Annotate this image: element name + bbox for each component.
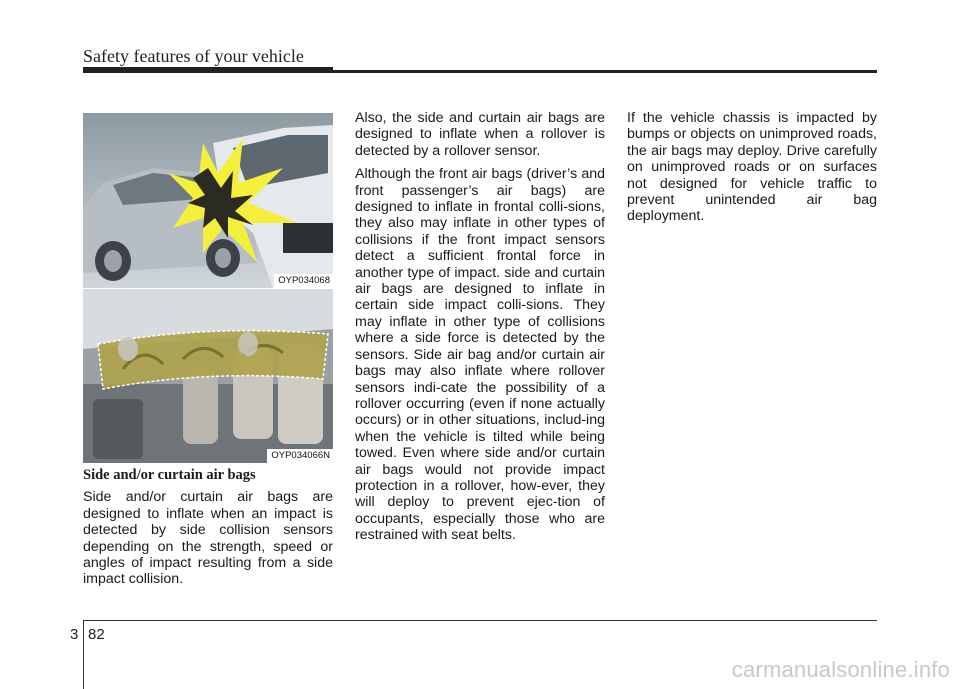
curtain-airbag-illustration: [83, 289, 333, 463]
footer-rule: [83, 620, 877, 621]
right-paragraph: If the vehicle chassis is impacted by bumps or objects on unimproved roads, the air bags may deploy. Drive carefully on unimproved roads or on surfaces not designed for vehicle traffic to prevent unintended air bag deployment.: [627, 110, 877, 225]
page-header-title: Safety features of your vehicle: [83, 46, 304, 66]
header-rule: [83, 70, 877, 73]
collision-illustration: [83, 113, 333, 288]
middle-column: [355, 110, 605, 551]
middle-paragraph-1: Also, the side and curtain air bags are designed to inflate when a rollover is detected by a rollover sensor.: [355, 110, 605, 159]
page-number: 82: [88, 626, 105, 643]
left-paragraph: Side and/or curtain air bags are designed to inflate when an impact is detected by side collision sensors depending on the strength, speed or angles of impact resulting from a side impact collision.: [83, 489, 333, 588]
middle-paragraph-2: Although the front air bags (driver’s and front passenger’s air bags) are designed to inflate in frontal colli-sions, they also may inflate in other types of collisions if the front impact sensors detect a sufficient frontal force in another type of impact. side and curtain air bags are designed to inflate in certain side impact colli-sions. They may inflate in other type of collisions where a side force is detected by the sensors. Side air bag and/or curtain air bags may also inflate where rollover sensors indi-cate the possibility of a rollover occurring (even if none actually occurs) or in other situations, includ-ing when the vehicle is tilted while being towed. Even where side and/or curtain air bags would not provide impact protection in a rollover, how-ever, they will deploy to prevent ejec-tion of occupants, especially those who are restrained with seat belts.: [355, 166, 605, 544]
section-subheading: Side and/or curtain air bags: [83, 467, 256, 483]
right-column: [627, 110, 877, 232]
watermark: carmanualsonline.info: [731, 657, 950, 682]
figure-code-2: OYP034066N: [267, 449, 333, 463]
chapter-number: 3: [70, 626, 79, 643]
footer-divider: [83, 620, 84, 689]
figure-code-1: OYP034068: [274, 274, 333, 288]
left-column: [83, 467, 333, 595]
